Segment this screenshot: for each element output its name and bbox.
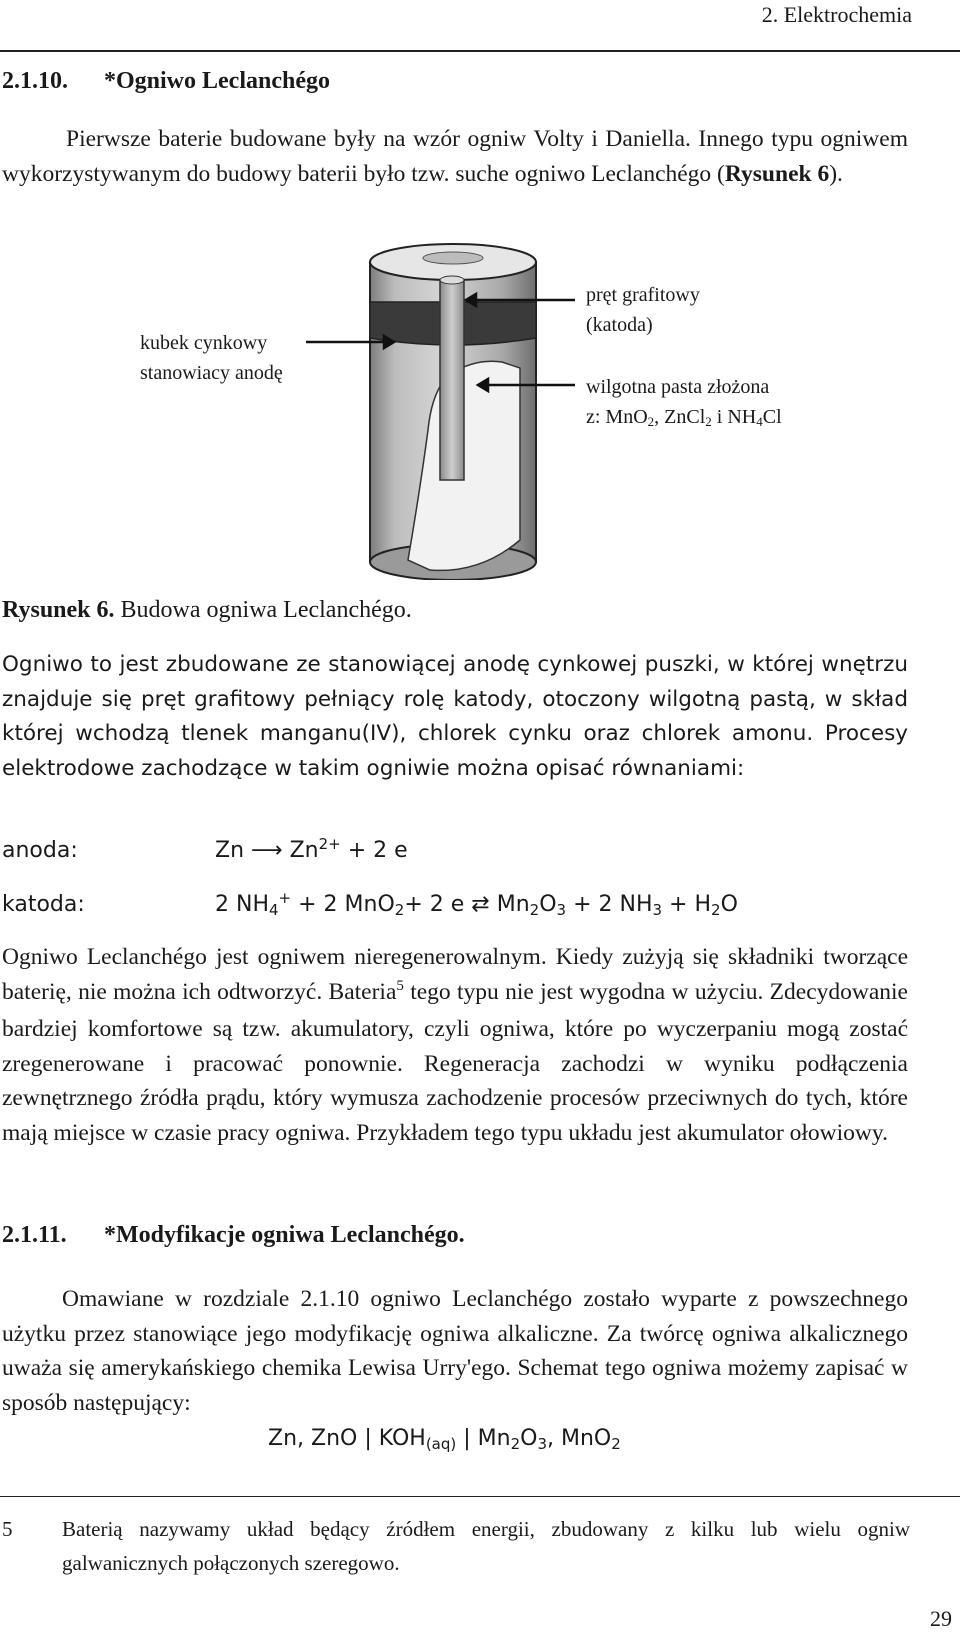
section-heading-2-1-11	[2, 1222, 465, 1249]
equilibrium-arrow-icon: ⇄	[471, 892, 490, 917]
intro-paragraph	[2, 122, 908, 191]
label-paste	[586, 372, 782, 434]
anode-label: anoda:	[2, 838, 78, 863]
label-paste-line2: z: MnO$_2$, ZnCl$_2$ i $NH_4Cl$	[586, 406, 782, 429]
body2-text-a: Ogniwo Leclanchégo jest ogniwem nieregenerowalnym. Kiedy zużyją się składniki tworzące baterię, nie można ich odtworzyć. Bateria	[2, 944, 908, 1005]
intro-text-end: ).	[829, 160, 843, 187]
section-heading-2-1-10	[2, 68, 330, 95]
graphite-rod	[440, 276, 464, 480]
section-title: *Modyfikacje ogniwa Leclanchégo.	[104, 1222, 465, 1248]
caption-text: Budowa ogniwa Leclanchégo.	[114, 597, 412, 623]
figure-reference: Rysunek 6	[724, 160, 830, 187]
label-rod-line2: (katoda)	[586, 314, 653, 336]
label-paste-line1: wilgotna pasta złożona	[586, 376, 770, 398]
body-paragraph-2	[2, 940, 908, 1150]
label-zinc-cup	[140, 328, 283, 388]
caption-label: Rysunek 6.	[2, 597, 115, 623]
body-paragraph-1: Ogniwo to jest zbudowane ze stanowiącej anodę cynkowej puszki, w której wnętrzu znajduje się pręt grafitowy pełniący rolę katody, otoczony wilgotną pastą, w skład której wchodzą tlenek manganu(IV), chlorek cynku oraz chlorek amonu. Procesy elektrodowe zachodzące w takim ogniwie można opisać równaniami:	[2, 652, 908, 781]
cathode-label: katoda:	[2, 892, 85, 917]
footnote-ref[interactable]: 5	[396, 977, 404, 994]
right-arrow-icon: ⟶	[251, 838, 283, 863]
body2-text-b: tego typu nie jest wygodna w użyciu. Zdecydowanie bardziej komfortowe są tzw. akumulatory, czyli ogniwa, które po wyczerpaniu mogą zostać zregenerowane i pracować ponownie. Regeneracja zachodzi w wyniku podłączenia zewnętrznego źródła prądu, który wymusza zachodzenie procesów przeciwnych do tych, które mają miejsce w czasie pracy ogniwa. Przykładem tego typu układu jest akumulator ołowiowy.	[2, 978, 908, 1146]
label-graphite-rod	[586, 280, 700, 340]
leclanche-cell-diagram	[0, 240, 960, 580]
intro-text: Pierwsze baterie budowane były na wzór ogniw Volty i Daniella. Innego typu ogniwem wykorzystywanym do budowy baterii było tzw. suche ogniwo Leclanchégo (	[2, 126, 908, 187]
section-title: *Ogniwo Leclanchégo	[104, 68, 330, 94]
header-rule	[0, 50, 960, 52]
label-zinc-line1: kubek cynkowy	[140, 332, 268, 354]
footnote-text: Baterią nazywamy układ będący źródłem energii, zbudowany z kilku lub wielu ogniw galwanicznych połączonych szeregowo.	[62, 1517, 910, 1575]
page-number: 29	[930, 1606, 952, 1631]
section2-paragraph: Omawiane w rozdziale 2.1.10 ogniwo Leclanchégo zostało wyparte z powszechnego użytku przez stanowiące jego modyfikację ogniwa alkaliczne. Za twórcę ogniwa alkalicznego uważa się amerykańskiego chemika Lewisa Urry'ego. Schemat tego ogniwa możemy zapisać w sposób następujący:	[2, 1286, 908, 1416]
footnote-rule	[0, 1496, 960, 1497]
anode-equation: Zn ⟶ $Zn^{2+} + 2$ e	[215, 835, 408, 863]
label-rod-line1: pręt grafitowy	[586, 284, 700, 306]
footnote-number: 5	[2, 1517, 13, 1541]
alkaline-cell-scheme: Zn, ZnO | $KOH_{(aq)}$ | $Mn_2O_3$, MnO$_2$	[268, 1426, 621, 1453]
cathode-equation: 2 $NH_4^+ + 2$ MnO$_2$+ 2 e ⇄ $Mn_2O_3 + 2$ $NH_3 + H_2O$	[215, 889, 738, 919]
section-number: 2.1.10.	[2, 68, 68, 94]
figure-caption	[2, 597, 412, 624]
chapter-header: 2. Elektrochemia	[761, 2, 912, 27]
section-number: 2.1.11.	[2, 1222, 67, 1248]
label-zinc-line2: stanowiacy anodę	[140, 362, 283, 384]
